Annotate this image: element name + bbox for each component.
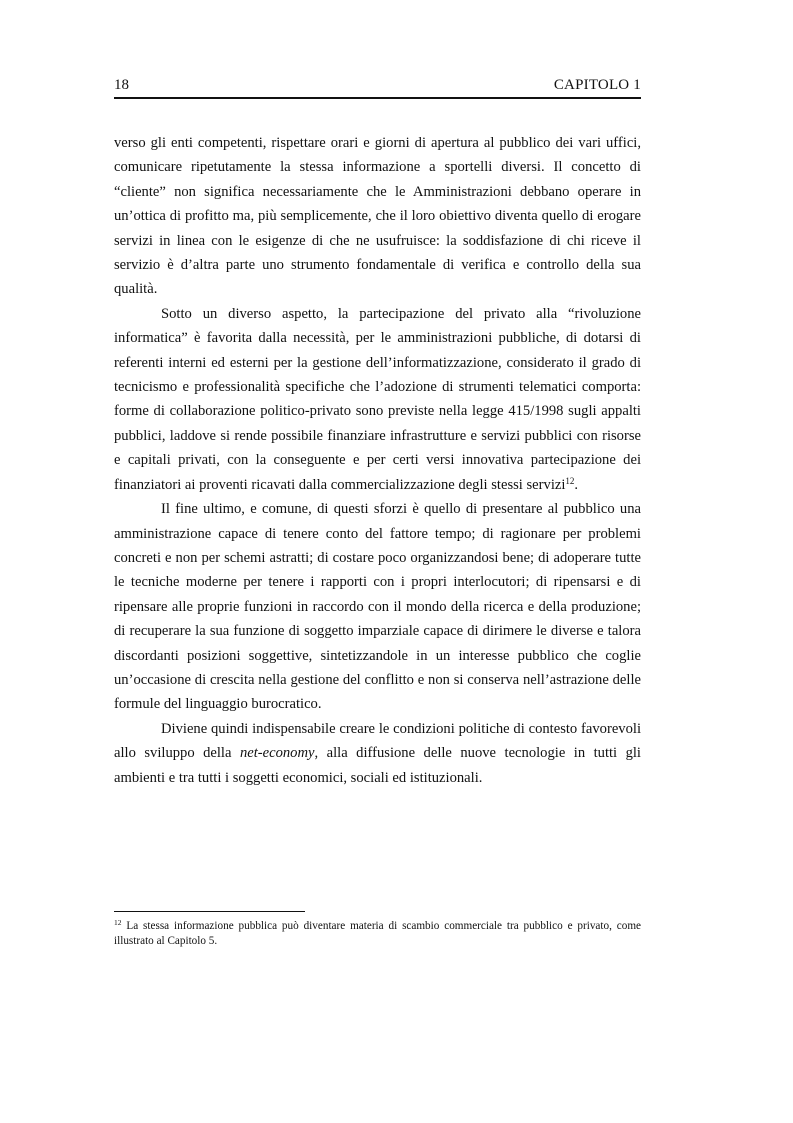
body-text (114, 131, 641, 790)
paragraph-4-end: , alla diffusione delle nuove tecnologie in tutti gli ambienti e tra tutti i soggetti economici, sociali ed istituzionali. (114, 745, 641, 786)
footnote-divider (114, 911, 305, 912)
paragraph-1: verso gli enti competenti, rispettare orari e giorni di apertura al pubblico dei vari uffici, comunicare ripetutamente la stessa informazione a sportelli diversi. Il concetto di “cliente” non significa necessariamente che le Amministrazioni debbano operare in un’ottica di profitto ma, più semplicemente, che il loro obiettivo diventa quello di erogare servizi in linea con le esigenze di che ne usufruisce: la soddisfazione di chi riceve il servizio è d’altra parte uno strumento fondamentale di verifica e controllo della sua qualità. (114, 135, 641, 298)
paragraph-4-text: Diviene quindi indispensabile creare le condizioni politiche di contesto favorevoli allo sviluppo della (114, 720, 641, 762)
paragraph-2-end: . (574, 476, 579, 493)
paragraph-4 (114, 717, 641, 790)
footnote-reference: 12 (565, 475, 575, 486)
page-number: 18 (114, 77, 129, 93)
page-header (114, 75, 641, 99)
footnote (114, 919, 641, 948)
paragraph-3: Il fine ultimo, e comune, di questi sforzi è quello di presentare al pubblico una amministrazione capace di tenere conto del fattore tempo; di ragionare per problemi concreti e non per schemi astratti; di costare poco organizzandosi bene; di adoperare tutte le tecniche moderne per tenere i rapporti con i propri interlocutori; di ripensarsi e di ripensare alle proprie funzioni in raccordo con il mondo della ricerca e della produzione; di recuperare la sua funzione di soggetto imparziale capace di dirimere le diverse e talora discordanti posizioni soggettive, sintetizzandole in un interesse pubblico che coglie un’occasione di crescita nella gestione del conflitto e non si conserva nell’astrazione delle formule del linguaggio burocratico. (114, 501, 641, 713)
chapter-title: CAPITOLO 1 (553, 77, 641, 93)
footnote-number: 12 (114, 918, 122, 927)
footnote-text: La stessa informazione pubblica può diventare materia di scambio commerciale tra pubblico e privato, come illustrato al Capitolo 5. (114, 920, 641, 947)
emphasized-term: net-economy (239, 745, 315, 762)
paragraph-2-text: Sotto un diverso aspetto, la partecipazione del privato alla “rivoluzione informatica” è favorita dalla necessità, per le amministrazioni pubbliche, di dotarsi di referenti interni ed esterni per la gestione dell’informatizzazione, considerato il grado di tecnicismo e professionalità specifiche che l’adozione di strumenti telematici comporta: forme di collaborazione politico-privato sono previste nella legge 415/1998 sugli appalti pubblici, laddove si rende possibile finanziare infrastrutture e servizi pubblici con risorse e capitali privati, con la conseguente e per certi versi innovativa partecipazione dei finanziatori ai proventi ricavati dalla commercializzazione degli stessi servizi (114, 305, 641, 493)
paragraph-2 (114, 302, 641, 497)
